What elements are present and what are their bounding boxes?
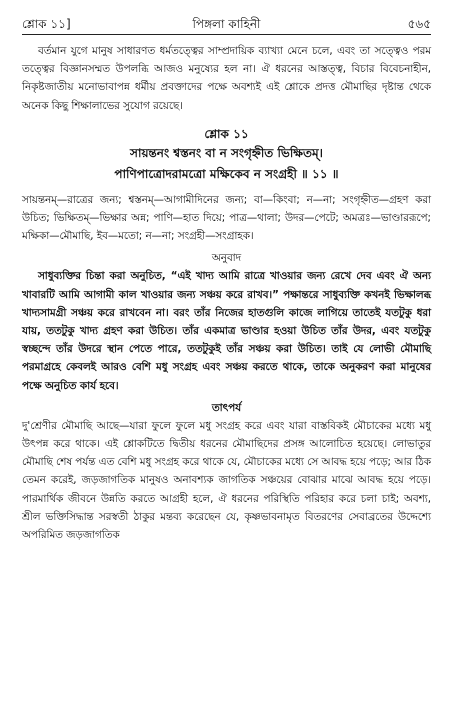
- header-chapter-title: পিঙ্গলা কাহিনী: [192, 17, 261, 31]
- page-header: [22, 14, 431, 34]
- verse-heading: শ্লোক ১১: [204, 126, 249, 141]
- header-divider: [22, 34, 431, 35]
- translation-paragraph: সাধুব্যক্তির চিন্তা করা অনুচিত, “এই খাদ্য আমি রাত্রে খাওয়ার জন্য রেখে দেব এবং ঐ অন্য খাবারটি আমি আগামী কাল খাওয়ার জন্য সঞ্চয় করে রাখব।” পক্ষান্তরে সাধুব্যক্তি কখনই ভিক্ষালব্ধ খাদ্যসামগ্রী সঞ্চয় করে রাখবেন না। বরং তাঁর নিজের হাতগুলি কাজে লাগিয়ে তাতেই যতটুকু ধরা যায়, ততটুকু খাদ্য গ্রহণ করা উচিত। তাঁর একমাত্র ভাণ্ডার হওয়া উচিত তাঁর উদর, এবং যতটুকু স্বচ্ছন্দে তাঁর উদরে স্থান পেতে পারে, ততটুকুই তাঁর সঞ্চয় করা উচিত। তাই যে লোভী মৌমাছি পরমাগ্রহে কেবলই আরও বেশি মধু সংগ্রহ এবং সঞ্চয় করতে থাকে, তাকে অনুকরণ করা মানুষের পক্ষে অনুচিত কার্য হবে।: [22, 270, 431, 392]
- page-number: ৫৬৫: [407, 17, 431, 31]
- page-content: [22, 42, 431, 544]
- synonyms-paragraph: সায়ন্তনম্—রাত্রের জন্য; শ্বস্তনম্—আগামীদিনের জন্য; বা—কিংবা; ন—না; সংগৃহ্নীত—গ্রহণ করা উচিত; ভিক্ষিতম্—ভিক্ষার অন্ন; পাণি—হাত দিয়ে; পাত্র—থালা; উদর—পেটে; অমত্রঃ—ভাণ্ডাররূপে; মক্ষিকা—মৌমাছি, ইব—মতো; ন—না; সংগ্রহী—সংগ্রাহক।: [22, 193, 431, 243]
- verse-line-2: পাণিপাত্রোদরামত্রো মক্ষিকেব ন সংগ্রহী ॥ ১১ ॥: [114, 166, 339, 181]
- intro-paragraph: বর্তমান যুগে মানুষ সাধারণত ধর্মতত্ত্বের সাম্প্রদায়িক ব্যাখ্যা মেনে চলে, এবং তা সত্ত্বেও পরম তত্ত্বের বিজ্ঞানসম্মত উপলব্ধি আজও মনুষ্যের হল না। ঐ ধরনের আস্তত্ত্ব, বিচার বিবেচনাহীন, নিকৃষ্টজাতীয় মনোভাবাপন্ন ধর্মীয় প্রবক্তাদের পক্ষে অবশ্যই এই শ্লোকে প্রদত্ত মৌমাছির দৃষ্টান্ত থেকে অনেক কিছু শিক্ষালাভের সুযোগ রয়েছে।: [22, 45, 431, 112]
- verse-line-1: সায়ন্তনং শ্বস্তনং বা ন সংগৃহ্নীত ভিক্ষিতম্।: [130, 145, 323, 160]
- purport-paragraph: দু'শ্রেণীর মৌমাছি আছে—যারা ফুলে ফুলে মধু সংগ্রহ করে এবং যারা বাস্তবিকই মৌচাকের মধ্যে মধু উৎপন্ন করে থাকে। এই শ্লোকটিতে দ্বিতীয় ধরনের মৌমাছিদের প্রসঙ্গ আলোচিত হয়েছে। লোভাতুর মৌমাছি শেষ পর্যন্ত এত বেশি মধু সংগ্রহ করে থাকে যে, মৌচাকের মধ্যে সে আবদ্ধ হয়ে পড়ে; আর ঠিক তেমন করেই, জড়জাগতিক মানুষও অনাবশ্যক জাগতিক সঞ্চয়ের বোঝার মাঝে আবদ্ধ হয়ে পড়ে। পারমার্থিক জীবনে উন্নতি করতে আগ্রহী হলে, ঐ ধরনের পরিস্থিতি পরিহার করে চলা চাই; অবশ্য, শ্রীল ভক্তিসিদ্ধান্ত সরস্বতী ঠাকুর মন্তব্য করেছেন যে, কৃষ্ণভাবনামৃত বিতরণের সেবাব্রতের উদ্দেশ্যে অপরিমিত জড়জাগতিক: [22, 419, 431, 542]
- translation-heading: অনুবাদ: [211, 252, 242, 265]
- header-verse-ref: শ্লোক ১১]: [22, 17, 71, 31]
- purport-heading: তাৎপর্য: [211, 401, 242, 414]
